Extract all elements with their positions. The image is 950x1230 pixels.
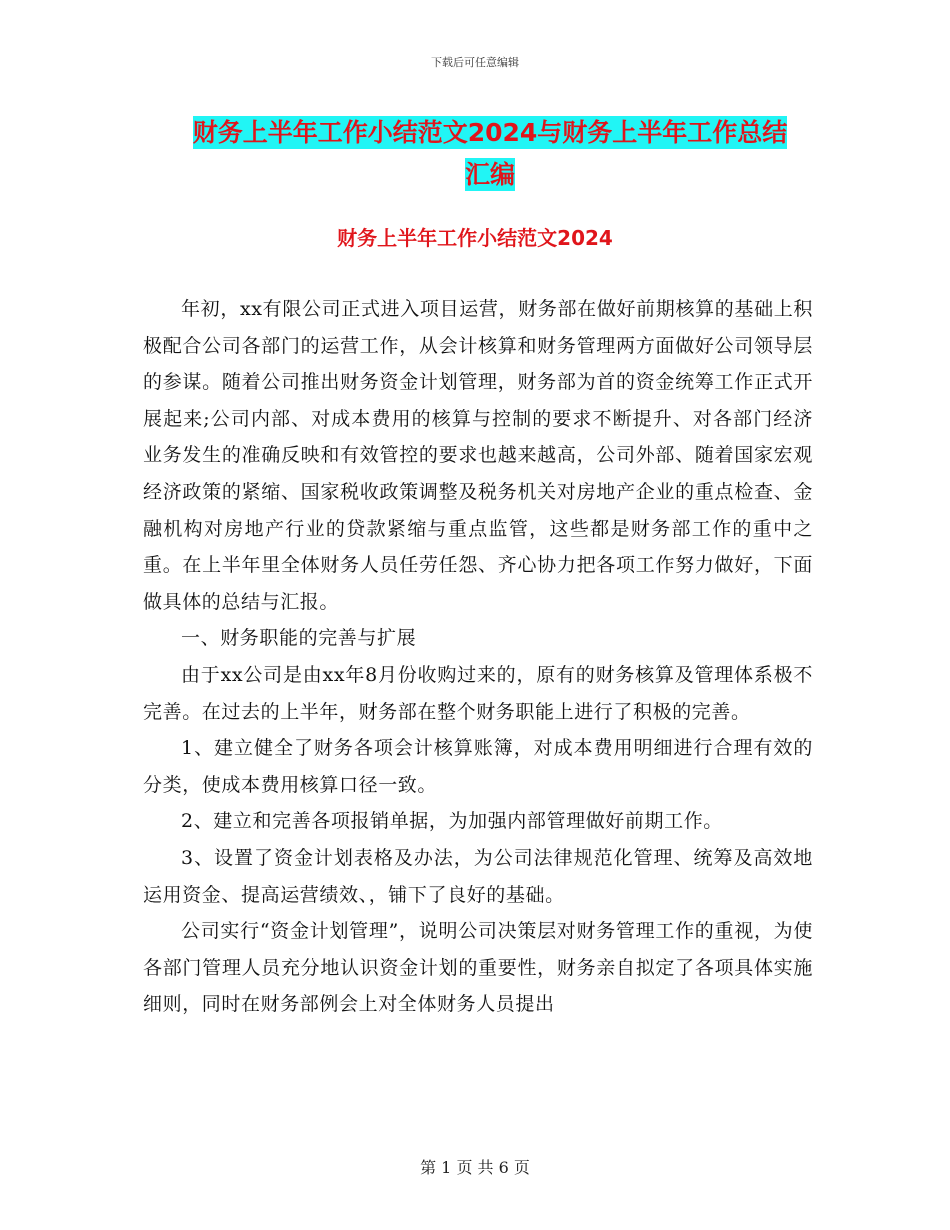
document-title-line-2: 汇编 [464,160,515,189]
list-item: 1、建立健全了财务各项会计核算账簿，对成本费用明细进行合理有效的分类，使成本费用核算口径一致。 [143,737,813,796]
list-item: 3、设置了资金计划表格及办法，为公司法律规范化管理、统筹及高效地运用资金、提高运营绩效、，铺下了良好的基础。 [143,846,813,906]
page-footer: 第 1 页 共 6 页 [420,1158,530,1177]
list-item: 2、建立和完善各项报销单据，为加强内部管理做好前期工作。 [181,810,723,833]
paragraph: 公司实行“资金计划管理”，说明公司决策层对财务管理工作的重视，为使各部门管理人员充分地认识资金计划的重要性，财务亲自拟定了各项具体实施细则，同时在财务部例会上对全体财务人员提出 [143,920,813,1016]
document-title-line-1: 财务上半年工作小结范文2024与财务上半年工作总结 [192,118,788,147]
paragraph: 年初，xx有限公司正式进入项目运营，财务部在做好前期核算的基础上积极配合公司各部门的运营工作，从会计核算和财务管理两方面做好公司领导层的参谋。随着公司推出财务资金计划管理，财务部为首的资金统筹工作正式开展起来;公司内部、对成本费用的核算与控制的要求不断提升、对各部门经济业务发生的准确反映和有效管控的要求也越来越高，公司外部、随着国家宏观经济政策的紧缩、国家税收政策调整及税务机关对房地产企业的重点检查、金融机构对房地产行业的贷款紧缩与重点监管，这些都是财务部工作的重中之重。在上半年里全体财务人员任劳任怨、齐心协力把各项工作努力做好，下面做具体的总结与汇报。 [143,298,813,613]
header-note: 下载后可任意编辑 [431,56,519,69]
paragraph: 由于xx公司是由xx年8月份收购过来的，原有的财务核算及管理体系极不完善。在过去的上半年，财务部在整个财务职能上进行了积极的完善。 [143,663,813,723]
section-title: 财务上半年工作小结范文2024 [337,226,613,250]
section-heading: 一、财务职能的完善与扩展 [181,627,417,650]
document-title [140,112,840,196]
body-text [143,291,813,1023]
